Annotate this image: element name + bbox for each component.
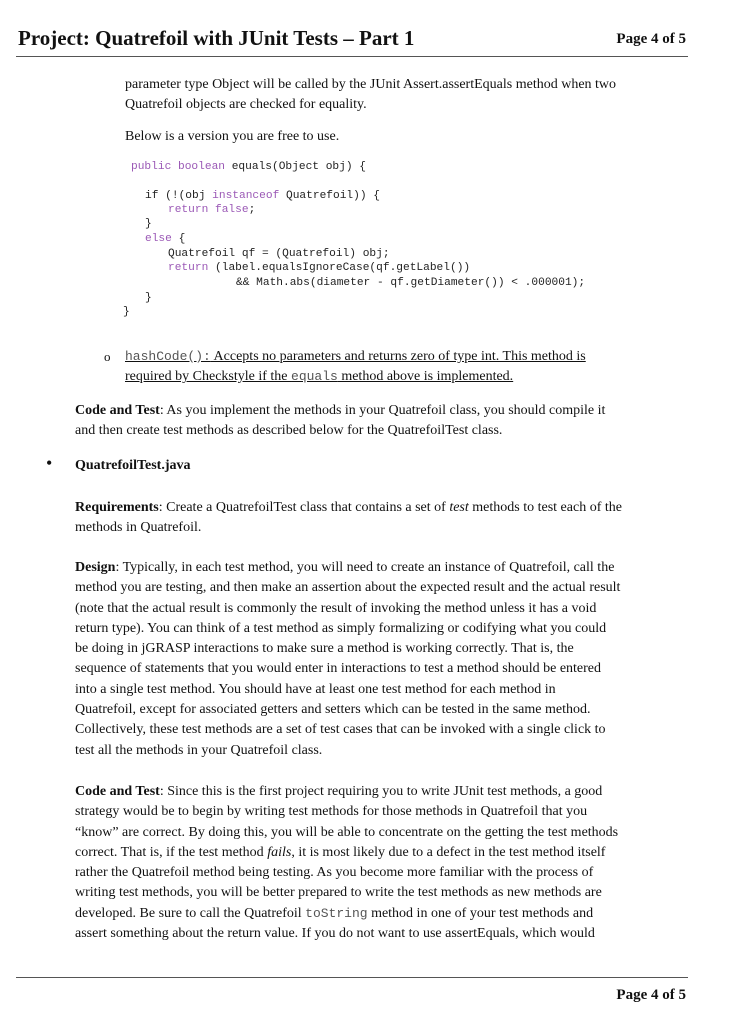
design-line: be doing in jGRASP interactions to make sure a method is working correctly. That is, the bbox=[75, 641, 574, 657]
design-line: Quatrefoil, except for associated getters and setters which can be tested in the same method. bbox=[75, 702, 591, 718]
hollow-bullet-icon: o bbox=[104, 349, 111, 364]
design-line: : Typically, in each test method, you will need to create an instance of Quatrefoil, call the bbox=[115, 560, 615, 575]
text-line: writing test methods, you will be better prepared to write the test methods as new methods are bbox=[75, 885, 602, 901]
design-paragraph bbox=[75, 558, 620, 761]
test-section-title-text: QuatrefoilTest.java bbox=[75, 458, 191, 473]
document-title: Project: Quatrefoil with JUnit Tests – Part 1 bbox=[18, 26, 415, 50]
test-section-title bbox=[75, 456, 191, 476]
code-line-return bbox=[168, 261, 470, 276]
hashcode-method: hashCode(): bbox=[125, 349, 211, 364]
code-and-test-paragraph-1 bbox=[75, 401, 605, 442]
text-line: rather the Quatrefoil method being testing. As you become more familiar with the process of bbox=[75, 865, 594, 881]
design-line: into a single test method. You should have at least one test method for each method in bbox=[75, 681, 556, 697]
requirements-paragraph bbox=[75, 498, 622, 539]
text-line: methods to test each of the bbox=[468, 500, 622, 515]
code-text: if (!(obj bbox=[145, 190, 213, 202]
equals-code-block bbox=[131, 160, 366, 175]
design-line: (note that the actual result is commonly the result of invoking the method unless it has a void bbox=[75, 600, 597, 616]
code-keyword: return bbox=[168, 262, 209, 274]
equals-intro-line2: Quatrefoil objects are checked for equality. bbox=[125, 97, 367, 113]
text-line: : Since this is the first project requiring you to write JUnit test methods, a good bbox=[159, 784, 603, 799]
text-line: developed. Be sure to call the Quatrefoil bbox=[75, 905, 306, 921]
code-and-test-label: Code and Test bbox=[75, 784, 160, 799]
equals-intro bbox=[125, 75, 616, 116]
design-line: test all the methods in your Quatrefoil class. bbox=[75, 742, 323, 758]
equals-intro-line1: parameter type Object will be called by the JUnit Assert.assertEquals method when two bbox=[125, 77, 617, 92]
code-and-test-paragraph-2 bbox=[75, 782, 618, 944]
hashcode-text: method above is implemented. bbox=[337, 369, 514, 385]
code-line-cast: Quatrefoil qf = (Quatrefoil) obj; bbox=[168, 248, 390, 260]
hashcode-equals-mono: equals bbox=[291, 369, 338, 385]
text-line: correct. That is, if the test method bbox=[75, 844, 268, 860]
code-keyword: public boolean bbox=[131, 161, 225, 173]
design-line: Collectively, these test methods are a set of test cases that can be invoked with a single click to bbox=[75, 722, 606, 738]
italic-text: fails bbox=[267, 844, 292, 860]
text-line: “know” are correct. By doing this, you will be able to concentrate on the getting the test methods bbox=[75, 824, 619, 840]
design-line: method you are testing, and then make an assertion about the expected result and the actual result bbox=[75, 580, 621, 596]
page-header bbox=[16, 26, 688, 57]
code-text: equals(Object obj) { bbox=[225, 161, 366, 173]
code-text: { bbox=[171, 233, 186, 245]
below-version-text: Below is a version you are free to use. bbox=[125, 129, 340, 144]
text-line: methods in Quatrefoil. bbox=[75, 520, 202, 536]
code-keyword: instanceof bbox=[212, 190, 280, 202]
code-line-brace: } bbox=[145, 218, 152, 230]
footer-divider bbox=[16, 977, 688, 978]
code-text: Quatrefoil)) { bbox=[279, 190, 380, 202]
hashcode-text: required by Checkstyle if the bbox=[125, 369, 292, 385]
text-line: assert something about the return value. If you do not want to use assertEquals, which would bbox=[75, 926, 595, 942]
header-page-number: Page 4 of 5 bbox=[616, 31, 686, 47]
text-line: , it is most likely due to a defect in the test method itself bbox=[291, 844, 606, 860]
code-keyword: else bbox=[145, 233, 172, 245]
code-text: ; bbox=[248, 204, 256, 216]
italic-text: test bbox=[449, 500, 469, 515]
code-line-brace: } bbox=[123, 306, 130, 318]
code-line-brace: } bbox=[145, 292, 152, 304]
text-line: method in one of your test methods and bbox=[367, 905, 594, 921]
hashcode-line2 bbox=[125, 369, 513, 384]
text-line: : Create a QuatrefoilTest class that contains a set of bbox=[158, 500, 450, 515]
hashcode-text: Accepts no parameters and returns zero of type int. This method is bbox=[210, 349, 586, 364]
design-line: return type). You can think of a test method as simply formalizing or codifying what you could bbox=[75, 620, 607, 636]
code-line-else bbox=[145, 232, 185, 247]
text-line: strategy would be to begin by writing test methods for those methods in Quatrefoil that you bbox=[75, 804, 588, 820]
code-line-if bbox=[145, 189, 380, 204]
code-keyword: return false bbox=[168, 204, 249, 216]
tostring-mono: toString bbox=[305, 905, 368, 921]
design-line: sequence of statements that you would enter in interactions to test a method should be entered bbox=[75, 661, 602, 677]
requirements-label: Requirements bbox=[75, 500, 159, 515]
text-line: : As you implement the methods in your Quatrefoil class, you should compile it bbox=[159, 403, 606, 418]
bullet-icon: • bbox=[46, 453, 53, 473]
hashcode-item bbox=[125, 347, 586, 388]
code-line-math-abs: && Math.abs(diameter - qf.getDiameter()) < .000001); bbox=[236, 277, 586, 289]
hashcode-line1 bbox=[125, 349, 586, 364]
design-label: Design bbox=[75, 560, 116, 575]
footer-page-number: Page 4 of 5 bbox=[616, 987, 686, 1003]
code-line-return-false bbox=[168, 203, 255, 218]
code-and-test-label: Code and Test bbox=[75, 403, 160, 418]
code-text: (label.equalsIgnoreCase(qf.getLabel()) bbox=[208, 262, 471, 274]
text-line: and then create test methods as described below for the QuatrefoilTest class. bbox=[75, 423, 503, 439]
